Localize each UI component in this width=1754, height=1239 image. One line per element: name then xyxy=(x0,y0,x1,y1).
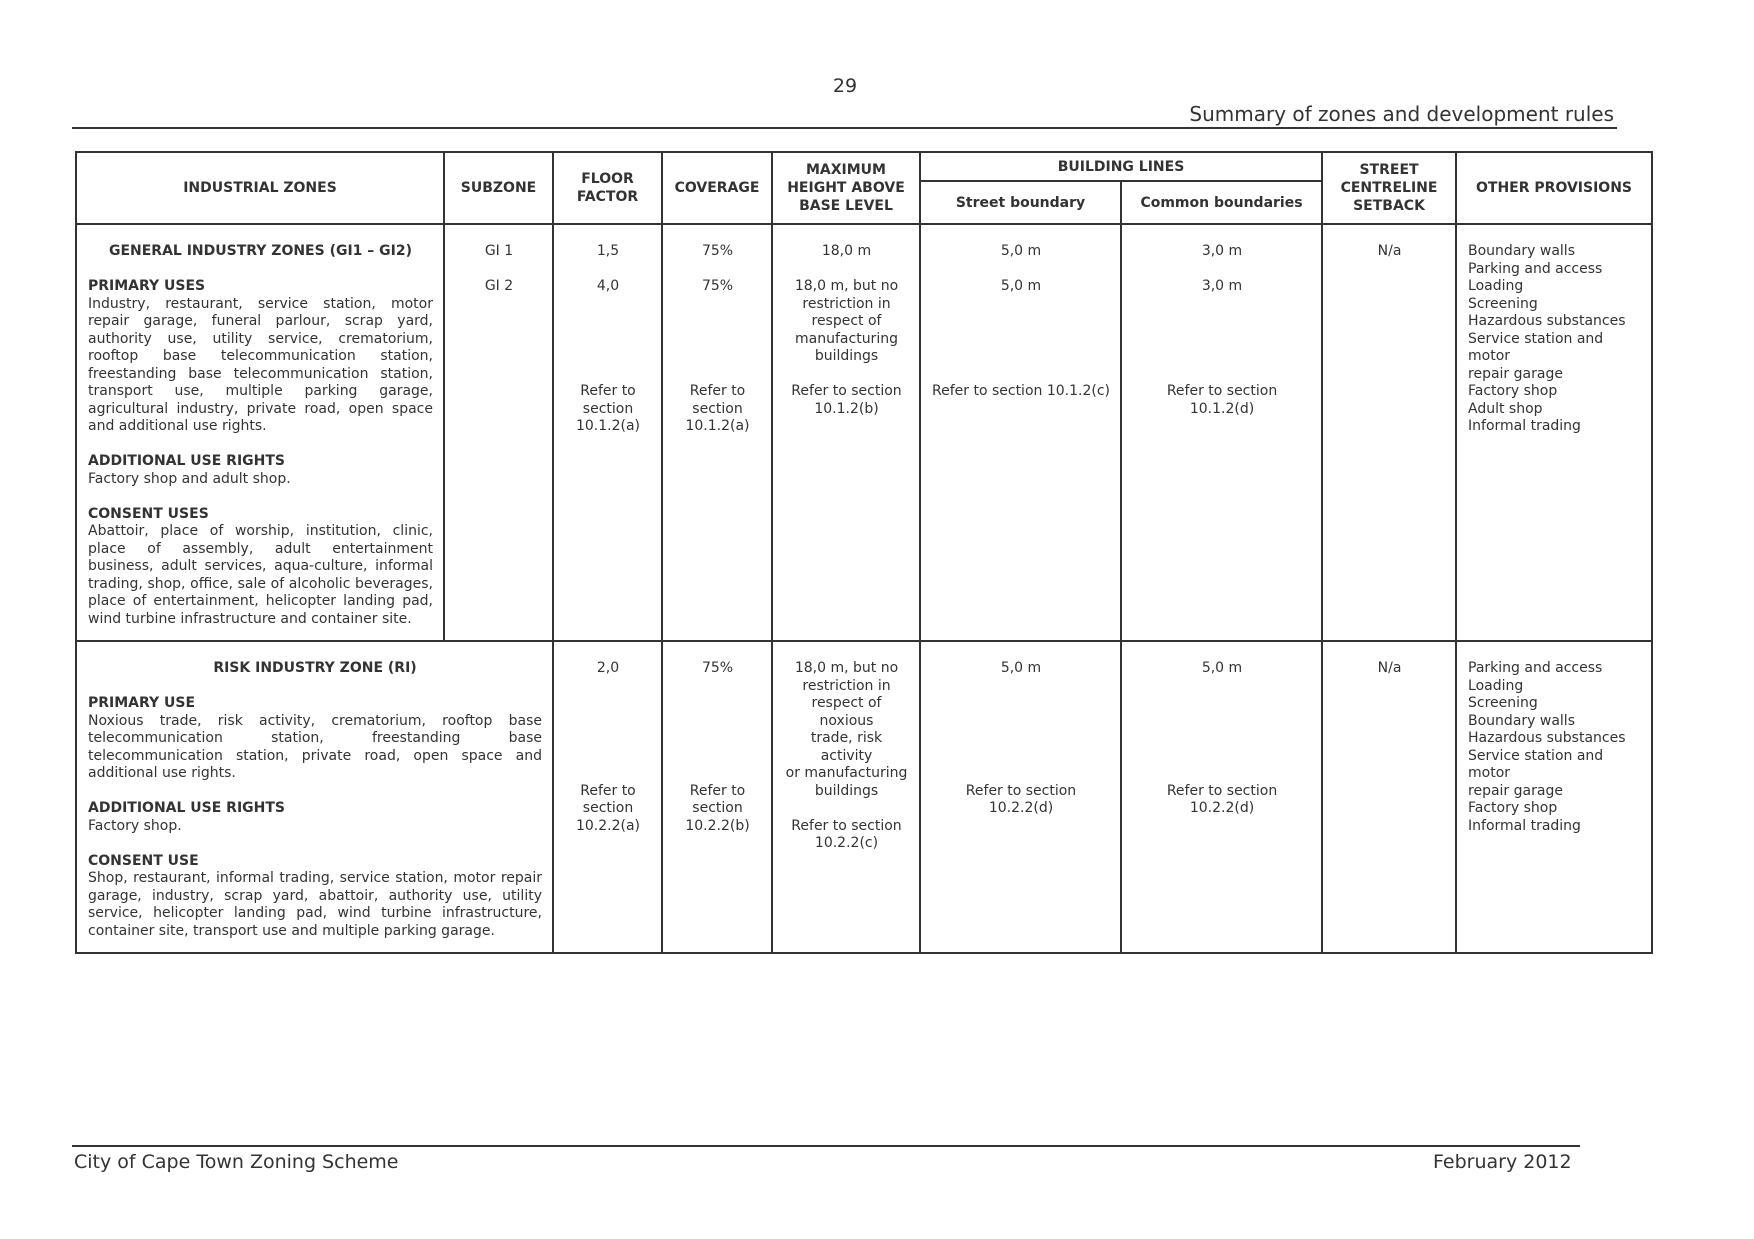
floor-factor-ref: section xyxy=(582,400,634,417)
height-ri: trade, risk activity xyxy=(810,730,883,764)
header-industrial-zones: INDUSTRIAL ZONES xyxy=(76,152,444,224)
footer-scheme-name: City of Cape Town Zoning Scheme xyxy=(74,1151,399,1173)
street-boundary-ref: Refer to section 10.2.2(d) xyxy=(965,782,1077,816)
risk-additional-use-rights-text: Factory shop. xyxy=(88,817,182,834)
provision-item: repair garage xyxy=(1468,365,1563,382)
table-row-risk-industry xyxy=(76,641,1652,953)
general-coverage-cell xyxy=(662,224,772,641)
height-ri: respect of noxious xyxy=(811,695,882,729)
common-boundaries-ref: Refer to section 10.2.2(d) xyxy=(1166,782,1278,816)
provision-item: Service station and motor xyxy=(1468,747,1604,781)
header-street-centreline-setback: STREET CENTRELINE SETBACK xyxy=(1322,152,1456,224)
risk-height-cell xyxy=(772,641,920,953)
coverage-ref: Refer to xyxy=(689,383,746,399)
general-setback-cell xyxy=(1322,224,1456,641)
risk-common-boundaries-cell xyxy=(1121,641,1322,953)
general-consent-uses-title: CONSENT USES xyxy=(88,505,209,522)
footer-rule xyxy=(72,1145,1580,1147)
coverage-ref: section xyxy=(692,800,743,816)
risk-setback-cell xyxy=(1322,641,1456,953)
general-common-boundaries-cell xyxy=(1121,224,1322,641)
provision-item: Loading xyxy=(1468,677,1524,694)
height-gi2: 18,0 m, but no xyxy=(794,278,899,294)
height-gi2: manufacturing xyxy=(795,330,898,347)
zones-table xyxy=(75,151,1653,954)
provision-item: Loading xyxy=(1468,278,1524,294)
common-boundaries-gi2: 3,0 m xyxy=(1201,278,1243,294)
header-building-lines: BUILDING LINES xyxy=(920,152,1322,181)
height-ref: 10.2.2(c) xyxy=(814,835,879,851)
height-ref: 10.1.2(b) xyxy=(814,400,879,417)
height-ri: buildings xyxy=(814,782,879,799)
height-ref: Refer to section xyxy=(791,817,902,834)
provision-item: Boundary walls xyxy=(1468,712,1575,729)
risk-additional-use-rights-title: ADDITIONAL USE RIGHTS xyxy=(88,800,286,816)
common-boundaries-ref: Refer to section 10.1.2(d) xyxy=(1166,383,1278,417)
general-zone-title: GENERAL INDUSTRY ZONES (GI1 – GI2) xyxy=(108,243,413,259)
coverage-ref: section xyxy=(692,400,743,417)
risk-zone-title: RISK INDUSTRY ZONE (RI) xyxy=(213,660,417,676)
height-ri: 18,0 m, but no xyxy=(794,660,899,676)
general-uses-cell xyxy=(76,224,444,641)
general-primary-uses-title: PRIMARY USES xyxy=(88,278,206,294)
floor-factor-gi2: 4,0 xyxy=(596,278,620,294)
coverage-gi1: 75% xyxy=(701,243,734,259)
provision-item: Informal trading xyxy=(1468,817,1581,834)
general-other-provisions-cell xyxy=(1456,224,1652,641)
risk-primary-use-text: Noxious trade, risk activity, crematorium, rooftop base telecommunication station, freestanding base telecommunication station, private road, open space and additional use rights. xyxy=(88,712,542,781)
page-number: 29 xyxy=(832,75,858,97)
general-height-cell xyxy=(772,224,920,641)
risk-consent-use-title: CONSENT USE xyxy=(88,852,199,869)
general-subzone-cell xyxy=(444,224,553,641)
general-additional-use-rights-text: Factory shop and adult shop. xyxy=(88,470,291,487)
provision-item: Screening xyxy=(1468,295,1538,312)
header-floor-factor: FLOOR FACTOR xyxy=(553,152,662,224)
provision-item: Hazardous substances xyxy=(1468,313,1626,329)
header-rule xyxy=(72,127,1617,129)
provision-item: Parking and access xyxy=(1468,660,1603,676)
risk-primary-use-title: PRIMARY USE xyxy=(88,695,196,711)
coverage-ref: 10.1.2(a) xyxy=(685,418,750,434)
general-street-boundary-cell xyxy=(920,224,1121,641)
risk-street-boundary-cell xyxy=(920,641,1121,953)
provision-item: Adult shop xyxy=(1468,400,1543,417)
provision-item: Hazardous substances xyxy=(1468,730,1626,746)
common-boundaries-ri: 5,0 m xyxy=(1201,660,1243,676)
subzone-gi1: GI 1 xyxy=(484,243,514,259)
height-ri: or manufacturing xyxy=(785,765,908,781)
header-common-boundaries: Common boundaries xyxy=(1121,181,1322,224)
risk-consent-use-text: Shop, restaurant, informal trading, service station, motor repair garage, industry, scrap yard, abattoir, authority use, utility service, helicopter landing pad, wind turbine infrastructure, container site, transport use and multiple parking garage. xyxy=(88,870,542,939)
footer-date: February 2012 xyxy=(1433,1151,1572,1173)
floor-factor-ref: Refer to xyxy=(580,383,636,399)
general-floor-factor-cell xyxy=(553,224,662,641)
setback-value: N/a xyxy=(1377,660,1402,676)
risk-other-provisions-cell xyxy=(1456,641,1652,953)
risk-uses-cell xyxy=(76,641,553,953)
header-street-boundary: Street boundary xyxy=(920,181,1121,224)
setback-value: N/a xyxy=(1377,243,1402,259)
coverage-ri: 75% xyxy=(701,660,734,676)
height-gi2: buildings xyxy=(814,348,879,364)
height-gi1: 18,0 m xyxy=(821,243,872,259)
height-gi2: respect of xyxy=(811,313,882,329)
general-additional-use-rights-title: ADDITIONAL USE RIGHTS xyxy=(88,453,286,469)
floor-factor-ref: Refer to xyxy=(580,782,636,799)
provision-item: Informal trading xyxy=(1468,418,1581,434)
floor-factor-ref: section xyxy=(582,800,634,816)
coverage-ref: Refer to xyxy=(689,782,746,799)
street-boundary-ri: 5,0 m xyxy=(1000,660,1042,676)
provision-item: Service station and motor xyxy=(1468,330,1604,364)
subzone-gi2: GI 2 xyxy=(484,278,514,294)
provision-item: Factory shop xyxy=(1468,383,1558,399)
height-gi2: restriction in xyxy=(802,295,891,312)
provision-item: Screening xyxy=(1468,695,1538,711)
provision-item: repair garage xyxy=(1468,782,1563,799)
risk-coverage-cell xyxy=(662,641,772,953)
street-boundary-ref: Refer to section 10.1.2(c) xyxy=(932,383,1110,399)
header-other-provisions: OTHER PROVISIONS xyxy=(1456,152,1652,224)
header-coverage: COVERAGE xyxy=(662,152,772,224)
provision-item: Factory shop xyxy=(1468,800,1558,816)
provision-item: Boundary walls xyxy=(1468,243,1575,259)
floor-factor-ref: 10.1.2(a) xyxy=(575,418,641,434)
coverage-gi2: 75% xyxy=(701,278,734,294)
coverage-ref: 10.2.2(b) xyxy=(685,817,750,834)
header-maximum-height: MAXIMUM HEIGHT ABOVE BASE LEVEL xyxy=(772,152,920,224)
risk-floor-factor-cell xyxy=(553,641,662,953)
provision-item: Parking and access xyxy=(1468,260,1603,277)
floor-factor-ref: 10.2.2(a) xyxy=(575,817,641,834)
street-boundary-gi2: 5,0 m xyxy=(1000,278,1042,294)
height-ref: Refer to section xyxy=(791,383,902,399)
header-subzone: SUBZONE xyxy=(444,152,553,224)
floor-factor-gi1: 1,5 xyxy=(596,243,620,259)
street-boundary-gi1: 5,0 m xyxy=(1000,243,1042,259)
table-row-general-industry xyxy=(76,224,1652,641)
header-title: Summary of zones and development rules xyxy=(1189,102,1614,126)
general-consent-uses-text: Abattoir, place of worship, institution, clinic, place of assembly, adult entertainment business, adult services, aqua-culture, informal trading, shop, office, sale of alcoholic beverages, place of entertainment, helicopter landing pad, wind turbine infrastructure and container site. xyxy=(88,523,433,627)
general-primary-uses-text: Industry, restaurant, service station, motor repair garage, funeral parlour, scrap yard, authority use, utility service, crematorium, rooftop base telecommunication station, freestanding base telecommunication station, transport use, multiple parking garage, agricultural industry, private road, open space and additional use rights. xyxy=(88,295,433,434)
common-boundaries-gi1: 3,0 m xyxy=(1201,243,1243,259)
height-ri: restriction in xyxy=(802,677,891,694)
floor-factor-ri: 2,0 xyxy=(596,660,620,676)
